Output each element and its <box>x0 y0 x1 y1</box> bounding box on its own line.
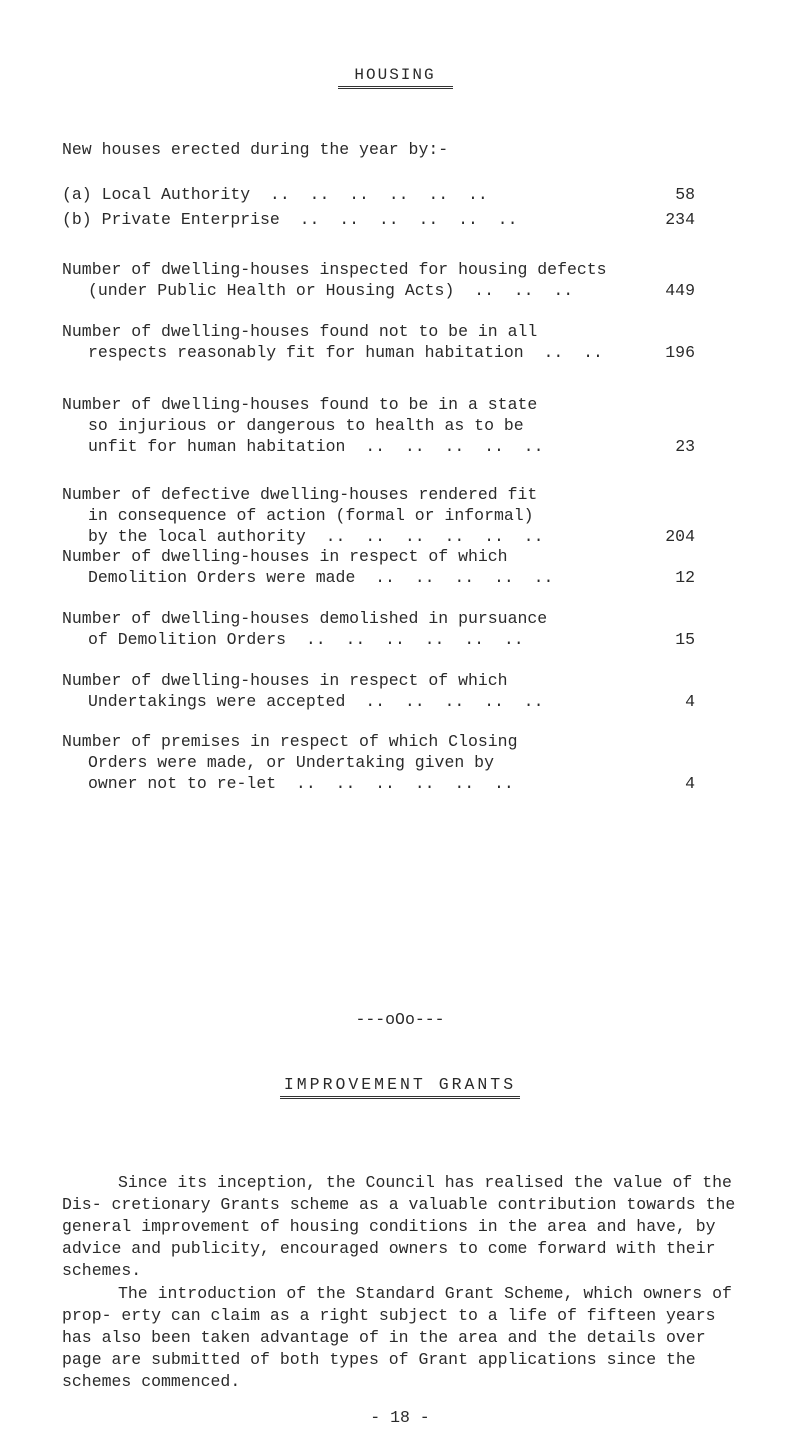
section-title-improvement-grants: IMPROVEMENT GRANTS <box>0 1075 800 1099</box>
row-label-line: Number of dwelling-houses inspected for housing defects <box>62 260 607 279</box>
row-label-line: unfit for human habitation .. .. .. .. .. <box>88 437 544 456</box>
row-value: 4 <box>685 774 695 793</box>
row-value: 196 <box>665 343 695 362</box>
row-label-line: of Demolition Orders .. .. .. .. .. .. <box>88 630 524 649</box>
row-label-line: Number of dwelling-houses found to be in a state <box>62 395 538 414</box>
row-value: 234 <box>665 210 695 229</box>
row-label-line: owner not to re-let .. .. .. .. .. .. <box>88 774 514 793</box>
row-label-line: by the local authority .. .. .. .. .. .. <box>88 527 544 546</box>
row-label-line: (b) Private Enterprise .. .. .. .. .. .. <box>62 210 518 229</box>
row-label-line: (under Public Health or Housing Acts) .. .. .. <box>88 281 574 300</box>
paragraph-1: Since its inception, the Council has realised the value of the Dis- cretionary Grants scheme as a valuable contribution towards the general improvement of housing conditions in the area and have, by advice and publicity, encouraged owners to come forward with their schemes. <box>62 1173 736 1280</box>
title-underline <box>338 86 453 89</box>
row-label-line: Number of dwelling-houses found not to be in all <box>62 322 538 341</box>
row-label-line: Undertakings were accepted .. .. .. .. .. <box>88 692 544 711</box>
row-value: 12 <box>675 568 695 587</box>
page-number: - 18 - <box>370 1408 430 1427</box>
paragraph-2: The introduction of the Standard Grant Scheme, which owners of prop- erty can claim as a right subject to a life of fifteen years has also been taken advantage of in the area and the details over page are submitted of both types of Grant applications since the schemes commenced. <box>62 1284 732 1391</box>
intro-text: New houses erected during the year by:- <box>62 140 449 159</box>
row-label-line: Number of defective dwelling-houses rendered fit <box>62 485 538 504</box>
row-label-line: Number of dwelling-houses demolished in pursuance <box>62 609 548 628</box>
row-value: 204 <box>665 527 695 546</box>
row-value: 58 <box>675 185 695 204</box>
row-label-line: in consequence of action (formal or informal) <box>88 506 534 525</box>
row-value: 4 <box>685 692 695 711</box>
section-title-underline <box>280 1096 520 1099</box>
row-value: 15 <box>675 630 695 649</box>
row-label-line: respects reasonably fit for human habitation .. .. <box>88 343 603 362</box>
row-value: 23 <box>675 437 695 456</box>
row-label-line: Number of premises in respect of which Closing <box>62 732 518 751</box>
section-separator: ---oOo--- <box>355 1010 445 1029</box>
row-value: 449 <box>665 281 695 300</box>
row-label-line: so injurious or dangerous to health as to be <box>88 416 524 435</box>
row-label-line: Number of dwelling-houses in respect of which <box>62 547 508 566</box>
page-title: HOUSING <box>270 66 520 89</box>
row-label-line: Demolition Orders were made .. .. .. .. .. <box>88 568 554 587</box>
row-label-line: (a) Local Authority .. .. .. .. .. .. <box>62 185 488 204</box>
row-label-line: Number of dwelling-houses in respect of which <box>62 671 508 690</box>
row-label-line: Orders were made, or Undertaking given by <box>88 753 494 772</box>
